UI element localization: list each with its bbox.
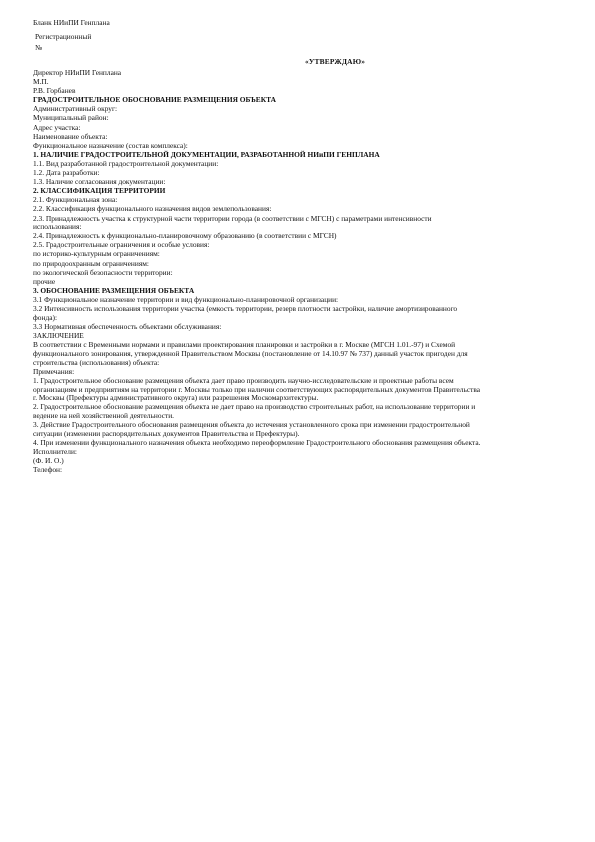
section-heading: ГРАДОСТРОИТЕЛЬНОЕ ОБОСНОВАНИЕ РАЗМЕЩЕНИЯ ОБЪЕКТА bbox=[33, 95, 276, 105]
document-line: 3.3 Нормативная обеспеченность объектами обслуживания: bbox=[33, 321, 222, 331]
document-line: по экологической безопасности территории: bbox=[33, 267, 173, 277]
document-line: Муниципальный район: bbox=[33, 113, 109, 123]
document-line: 1.3. Наличие согласования документации: bbox=[33, 177, 166, 187]
document-line: Телефон: bbox=[33, 465, 63, 475]
document-line: ЗАКЛЮЧЕНИЕ bbox=[33, 330, 84, 340]
document-line: Директор НИиПИ Генплана bbox=[33, 68, 122, 77]
document-line: 3.1 Функциональное назначение территории и вид функционально-планировочной организации: bbox=[33, 294, 339, 304]
registration-number-label: № bbox=[35, 43, 43, 52]
document-line: 2.1. Функциональная зона: bbox=[33, 195, 118, 205]
document-line: 3. Действие Градостроительного обоснования размещения объекта до истечения установленного срока при изменении градостроительной ситуации (изменении распорядительных документов Правительства и Префектуры). bbox=[33, 420, 470, 438]
section-heading: 3. ОБОСНОВАНИЕ РАЗМЕЩЕНИЯ ОБЪЕКТА bbox=[33, 285, 195, 295]
document-line: 1. Градостроительное обоснование размещения объекта дает право производить научно-исследовательские и проектные работы всем организациям и предприятиям на территории г. Москвы только при наличии соответствующих распорядительных документов Правительства г. Москвы (Префектуры административного округа) или разрешения Москомархитектуры. bbox=[33, 375, 481, 403]
document-line: Административный округ: bbox=[33, 104, 118, 114]
document-line: (Ф. И. О.) bbox=[33, 455, 64, 465]
document-line: 4. При изменении функционального назначения объекта необходимо переоформление Градостроительного обоснования размещения объекта. bbox=[33, 437, 481, 447]
document-line: Исполнители: bbox=[33, 446, 77, 456]
document-line: прочие bbox=[33, 276, 56, 286]
document-line: В соответствии с Временными нормами и правилами проектирования планировки и застройки в г. Москве (МГСН 1.01.-97) и Схемой функционального зонирования, утвержденной Правительством Москвы (постановление от 14.10.97 № 737) данный участок пригоден для строительства (использования) объекта: bbox=[33, 339, 468, 367]
document-line: 3.2 Интенсивность использования территории участка (емкость территории, резерв плотности застройки, наличие амортизированного фонда): bbox=[33, 304, 458, 322]
document-line: Р.В. Горбанев bbox=[33, 86, 76, 96]
document-line: М.П. bbox=[33, 77, 49, 87]
section-heading: 2. КЛАССИФИКАЦИЯ ТЕРРИТОРИИ bbox=[33, 186, 166, 196]
registration-label: Регистрационный bbox=[35, 32, 92, 41]
document-line: Функциональное назначение (состав комплекса): bbox=[33, 140, 188, 150]
document-line: Адрес участка: bbox=[33, 122, 81, 132]
document-line: 2.2. Классификация функционального назначения видов землепользования: bbox=[33, 204, 272, 214]
document-line: 2.5. Градостроительные ограничения и особые условия: bbox=[33, 240, 210, 250]
document-line: 2.4. Принадлежность к функционально-планировочному образованию (в соответствии с МГСН) bbox=[33, 231, 337, 241]
org-letterhead: Бланк НИиПИ Генплана bbox=[33, 18, 110, 27]
document-line: 1.1. Вид разработанной градостроительной документации: bbox=[33, 158, 219, 168]
document-line: 1.2. Дата разработки: bbox=[33, 168, 100, 178]
document-line: по природоохранным ограничениям: bbox=[33, 258, 149, 268]
document-line: 2.3. Принадлежность участка к структурной части территории города (в соответствии с МГСН) с параметрами интенсивности использования: bbox=[33, 213, 432, 232]
section-heading: 1. НАЛИЧИЕ ГРАДОСТРОИТЕЛЬНОЙ ДОКУМЕНТАЦИИ, РАЗРАБОТАННОЙ НИиПИ ГЕНПЛАНА bbox=[33, 149, 380, 159]
document-body bbox=[33, 69, 481, 475]
document-line: 2. Градостроительное обоснование размещения объекта не дает право на производство строительных работ, на использование территории и ведение на ней хозяйственной деятельности. bbox=[33, 402, 476, 421]
document-line: по историко-культурным ограничениям: bbox=[33, 249, 160, 259]
approval-stamp-title: «УТВЕРЖДАЮ» bbox=[305, 57, 366, 66]
document-line: Примечания: bbox=[33, 366, 75, 376]
document-line: Наименование объекта: bbox=[33, 131, 108, 141]
